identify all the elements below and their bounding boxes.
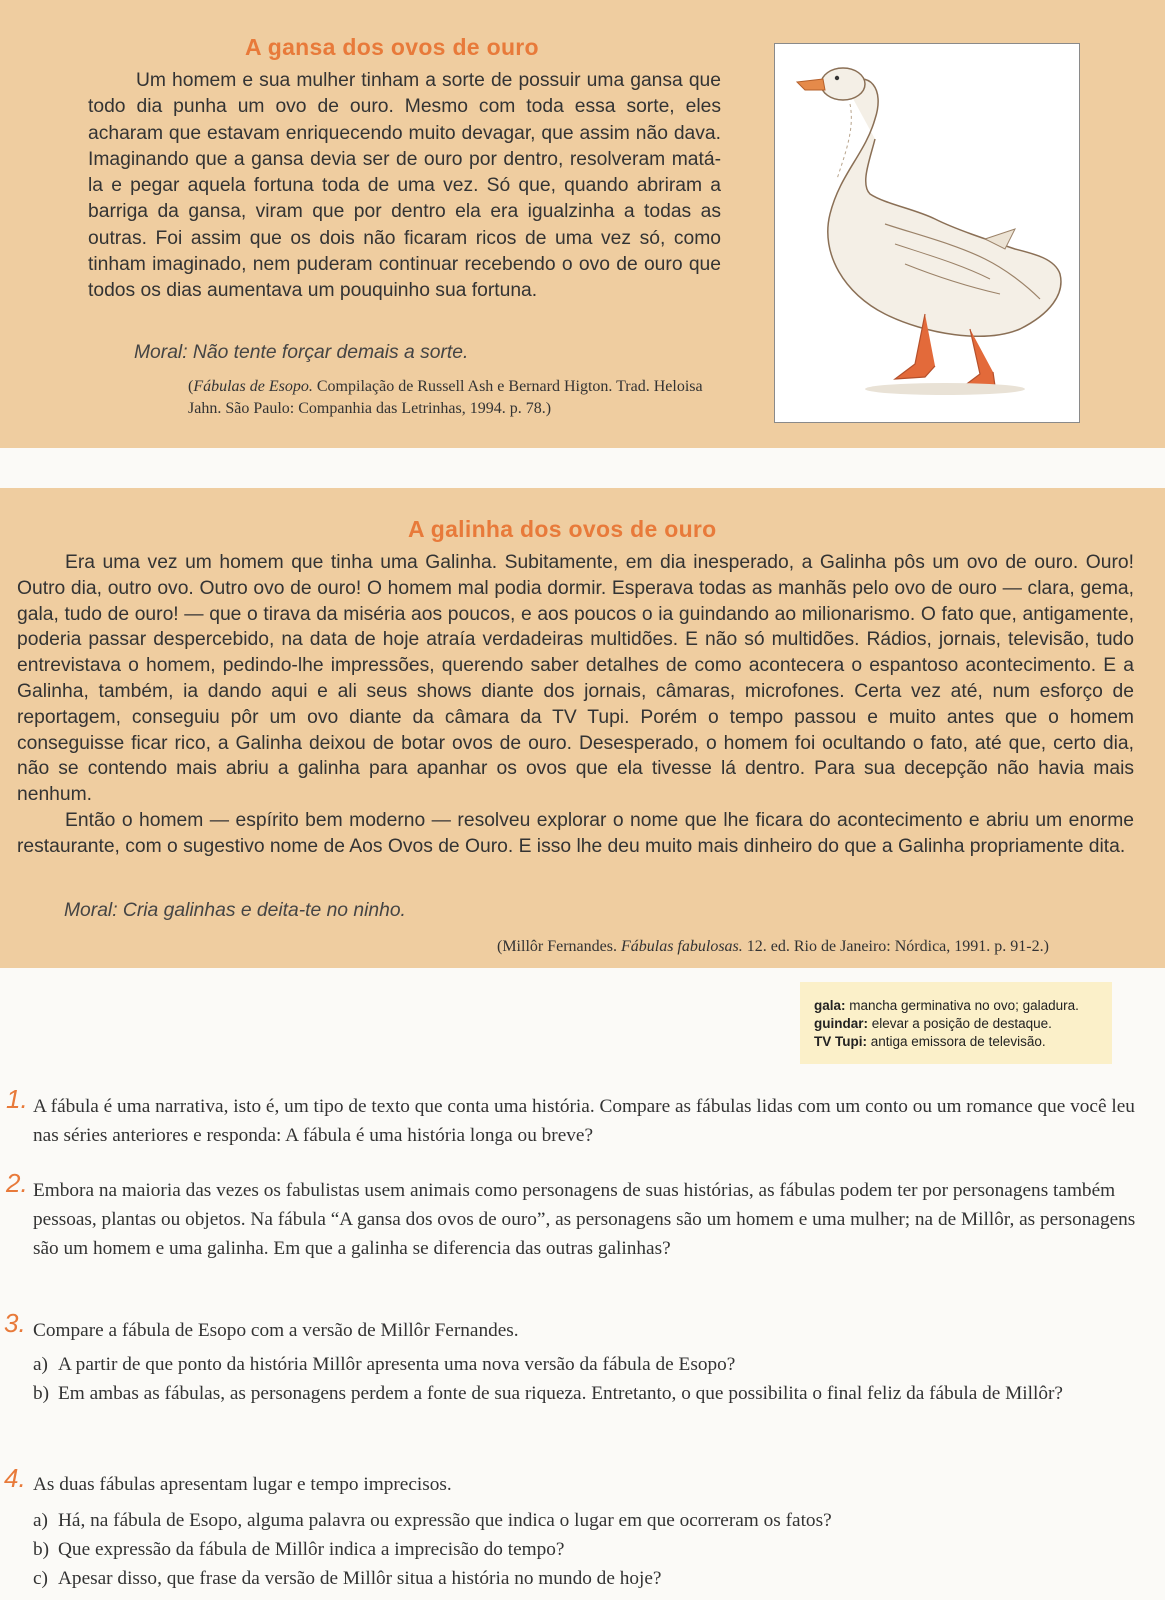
goose-drawing bbox=[775, 44, 1078, 421]
glossary-definition: antiga emissora de televisão. bbox=[867, 1034, 1046, 1049]
question-number: 1. bbox=[6, 1084, 28, 1114]
question-number: 3. bbox=[4, 1308, 26, 1338]
citation-book: Fábulas fabulosas. bbox=[620, 938, 743, 955]
glossary-box bbox=[800, 982, 1112, 1064]
question-3a-text: A partir de que ponto da história Millôr apresenta uma nova versão da fábula de Esopo? bbox=[58, 1354, 736, 1375]
question-4b-text: Que expressão da fábula de Millôr indica a imprecisão do tempo? bbox=[58, 1539, 565, 1560]
citation-rest: 12. ed. Rio de Janeiro: Nórdica, 1991. p. 91-2.) bbox=[742, 938, 1049, 955]
fable1-title: A gansa dos ovos de ouro bbox=[245, 34, 539, 60]
question-3b-text: Em ambas as fábulas, as personagens perdem a fonte de sua riqueza. Entretanto, o que possibilita o final feliz da fábula de Millôr? bbox=[58, 1383, 1063, 1404]
citation-rest: Compilação de Russell Ash e Bernard Higton. Trad. Heloisa Jahn. São Paulo: Companhia das Letrinhas, 1994. p. 78.) bbox=[188, 378, 703, 417]
fable1-body bbox=[88, 68, 721, 305]
fable2-citation bbox=[497, 936, 1137, 958]
fable2-paragraph2: Então o homem — espírito bem moderno — resolveu explorar o nome que lhe ficara do acontecimento e abriu um enorme restaurante, com o sugestivo nome de Aos Ovos de Ouro. E isso lhe deu muito mais dinheiro do que a Galinha propriamente dita. bbox=[17, 809, 1134, 857]
fable1-text: Um homem e sua mulher tinham a sorte de possuir uma gansa que todo dia punha um ovo de ouro. Mesmo com toda essa sorte, eles acharam que estavam enriquecendo muito devagar, que assim não dava. Imaginando que a gansa devia ser de ouro por dentro, resolveram matá-la e pegar aquela fortuna toda de uma vez. Só que, quando abriram a barriga da gansa, viram que por dentro ela era igualzinha a todas as outras. Foi assim que os dois não ficaram ricos de uma vez só, como tinham imaginado, nem puderam continuar recebendo o ovo de ouro que todos os dias aumentava um pouquinho sua fortuna. bbox=[88, 70, 721, 302]
question-3b-label: b) bbox=[33, 1383, 50, 1404]
question-3-text: Compare a fábula de Esopo com a versão de Millôr Fernandes. bbox=[33, 1320, 519, 1341]
glossary-definition: elevar a posição de destaque. bbox=[868, 1016, 1052, 1031]
glossary-term: gala: bbox=[814, 998, 846, 1013]
fable2-body bbox=[17, 550, 1134, 860]
glossary-entry bbox=[814, 1034, 1046, 1049]
question-number: 4. bbox=[4, 1463, 26, 1493]
question-4b-label: b) bbox=[33, 1539, 50, 1560]
question-4c-text: Apesar disso, que frase da versão de Millôr situa a história no mundo de hoje? bbox=[58, 1568, 662, 1589]
question-3a-label: a) bbox=[33, 1354, 48, 1375]
fable1-moral: Moral: Não tente forçar demais a sorte. bbox=[134, 342, 469, 363]
glossary-term: guindar: bbox=[814, 1016, 868, 1031]
citation-open: ( bbox=[188, 378, 194, 395]
fable2-title: A galinha dos ovos de ouro bbox=[408, 516, 717, 542]
fable1-citation bbox=[188, 376, 728, 420]
question-number: 2. bbox=[6, 1168, 28, 1198]
fable2-moral: Moral: Cria galinhas e deita-te no ninho. bbox=[64, 900, 406, 921]
goose-illustration bbox=[774, 43, 1080, 423]
glossary-entry bbox=[814, 998, 1079, 1013]
fable2-paragraph1: Era uma vez um homem que tinha uma Galinha. Subitamente, em dia inesperado, a Galinha pôs um ovo de ouro. Ouro! Outro dia, outro ovo. Outro ovo de ouro! O homem mal podia dormir. Esperava todas as manhãs pelo ovo de ouro — clara, gema, gala, tudo de ouro! — que o tirava da miséria aos poucos, e aos poucos o ia guindando ao milionarismo. O fato que, antigamente, poderia passar despercebido, na data de hoje atraía verdadeiras multidões. E não só multidões. Rádios, jornais, televisão, tudo entrevistava o homem, pedindo-lhe impressões, querendo saber detalhes de como acontecera o espantoso acontecimento. E a Galinha, também, ia dando aqui e ali seus shows diante dos jornais, câmaras, microfones. Certa vez até, num esforço de reportagem, conseguiu pôr um ovo diante da câmara da TV Tupi. Porém o tempo passou e muito antes que o homem conseguisse ficar rico, a Galinha deixou de botar ovos de ouro. Desesperado, o homem foi ocultando o fato, até que, certo dia, não se contendo mais abriu a galinha para apanhar os ovos que ela tivesse lá dentro. Para sua decepção não havia mais nenhum. bbox=[17, 552, 1134, 806]
glossary-term: TV Tupi: bbox=[814, 1034, 867, 1049]
question-2-text: Embora na maioria das vezes os fabulistas usem animais como personagens de suas histórias, as fábulas podem ter por personagens também pessoas, plantas ou objetos. Na fábula “A gansa dos ovos de ouro”, as personagens são um homem e uma mulher; na de Millôr, as personagens são um homem e uma galinha. Em que a galinha se diferencia das outras galinhas? bbox=[33, 1180, 1136, 1259]
question-4a-text: Há, na fábula de Esopo, alguma palavra ou expressão que indica o lugar em que ocorreram os fatos? bbox=[58, 1510, 832, 1531]
citation-book: Fábulas de Esopo. bbox=[193, 378, 313, 395]
glossary-entry bbox=[814, 1016, 1052, 1031]
question-4a-label: a) bbox=[33, 1510, 48, 1531]
question-4-text: As duas fábulas apresentam lugar e tempo imprecisos. bbox=[33, 1474, 452, 1495]
question-4c-label: c) bbox=[33, 1568, 48, 1589]
citation-open: (Millôr Fernandes. bbox=[497, 938, 621, 955]
glossary-definition: mancha germinativa no ovo; galadura. bbox=[845, 998, 1079, 1013]
question-1-text: A fábula é uma narrativa, isto é, um tipo de texto que conta uma história. Compare as fábulas lidas com um conto ou um romance que você leu nas séries anteriores e responda: A fábula é uma história longa ou breve? bbox=[33, 1096, 1135, 1146]
